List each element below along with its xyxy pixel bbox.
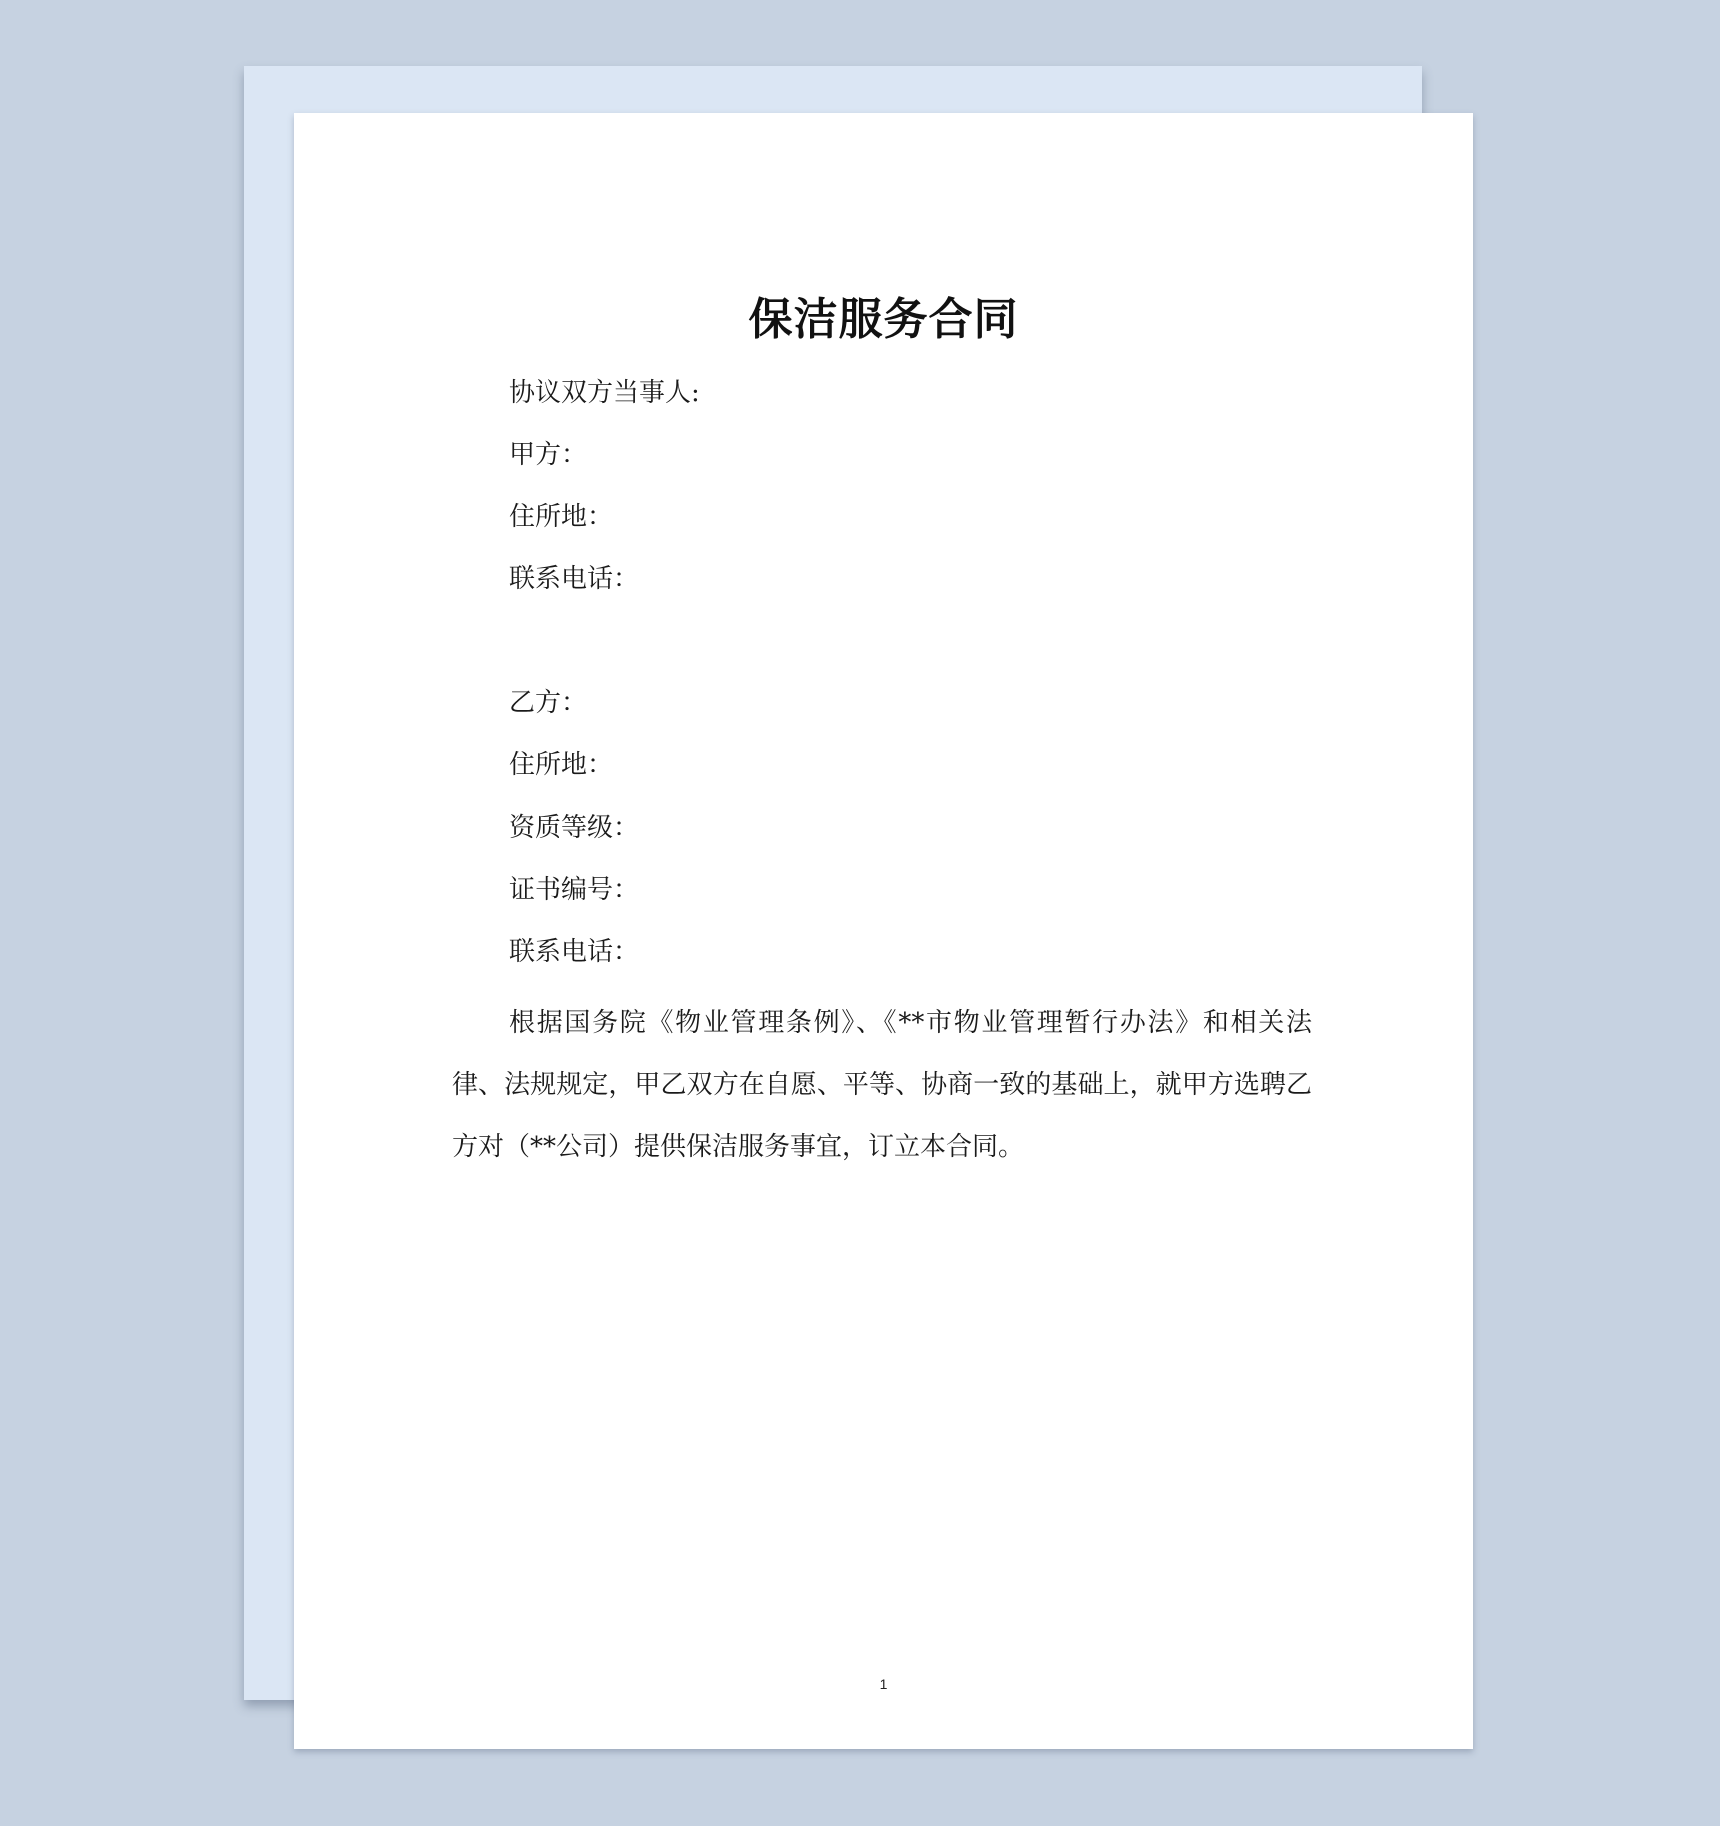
party-a-address-label: 住所地： bbox=[509, 502, 614, 532]
body-paragraph: 根据国务院《物业管理条例》、《**市物业管理暂行办法》和相关法律、法规规定，甲乙双方在自愿、平等、协商一致的基础上，就甲方选聘乙方对（**公司）提供保洁服务事宜，订立本合同。 bbox=[452, 1008, 1312, 1162]
party-b-certificate-label: 证书编号： bbox=[509, 875, 640, 905]
document-title: 保洁服务合同 bbox=[748, 294, 1019, 345]
party-b-phone-label: 联系电话： bbox=[509, 937, 640, 967]
party-a-label: 甲方： bbox=[509, 440, 588, 470]
party-b-label: 乙方： bbox=[509, 688, 588, 718]
intro-line: 协议双方当事人: bbox=[509, 378, 700, 408]
party-a-phone-label: 联系电话： bbox=[509, 564, 640, 594]
party-b-qualification-label: 资质等级： bbox=[509, 813, 640, 843]
page-number: 1 bbox=[879, 1676, 888, 1692]
party-b-address-label: 住所地： bbox=[509, 750, 614, 780]
document-page bbox=[294, 113, 1473, 1749]
